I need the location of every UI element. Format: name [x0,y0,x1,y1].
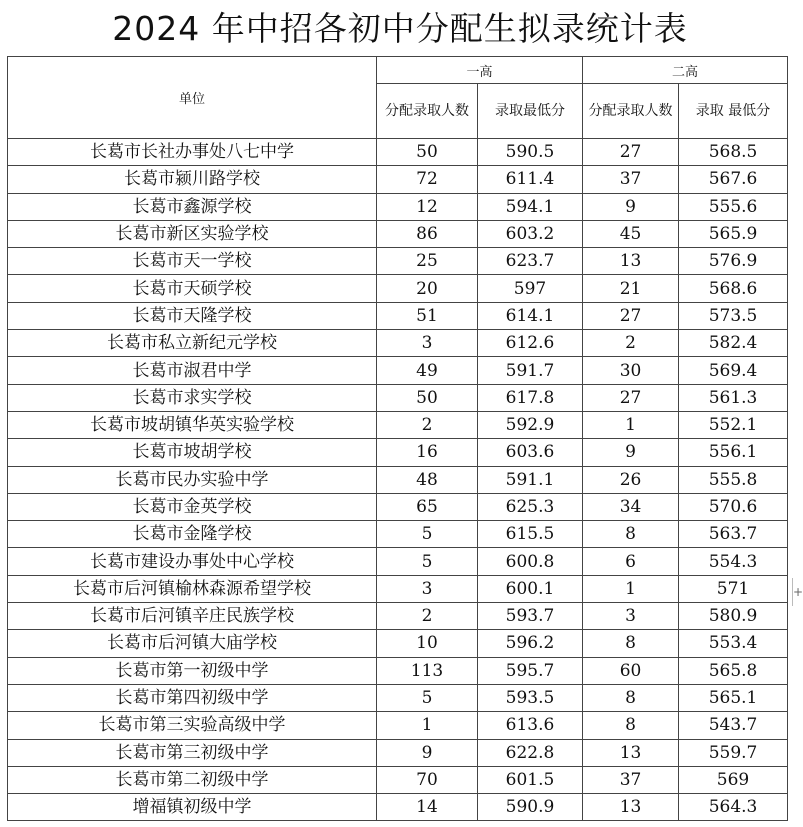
school-name-cell: 长葛市民办实验中学 [8,466,377,493]
ergao-count-cell: 13 [583,794,679,821]
yigao-count-cell: 50 [377,384,478,411]
school-name-cell: 长葛市淑君中学 [8,357,377,384]
ergao-min-score-cell: 563.7 [679,521,788,548]
yigao-count-cell: 12 [377,193,478,220]
table-row [8,493,788,520]
ergao-min-score-cell: 576.9 [679,248,788,275]
ergao-min-score-cell: 573.5 [679,302,788,329]
ergao-min-score-cell: 582.4 [679,330,788,357]
yigao-min-score-cell: 614.1 [478,302,583,329]
yigao-count-cell: 86 [377,220,478,247]
table-row [8,302,788,329]
ergao-min-score-cell: 565.9 [679,220,788,247]
yigao-min-score-cell: 612.6 [478,330,583,357]
school-name-cell: 长葛市建设办事处中心学校 [8,548,377,575]
ergao-count-cell: 26 [583,466,679,493]
ergao-min-score-cell: 568.6 [679,275,788,302]
table-row [8,466,788,493]
school-name-cell: 长葛市第四初级中学 [8,684,377,711]
table-row [8,330,788,357]
ergao-min-score-cell: 569 [679,766,788,793]
table-row [8,193,788,220]
yigao-min-score-cell: 613.6 [478,712,583,739]
school-name-cell: 长葛市颍川路学校 [8,166,377,193]
ergao-count-cell: 27 [583,302,679,329]
table-row [8,275,788,302]
ergao-count-cell: 37 [583,166,679,193]
ergao-count-cell: 21 [583,275,679,302]
ergao-min-score-cell: 570.6 [679,493,788,520]
group-header-1: 一高 [377,57,583,84]
yigao-count-cell: 5 [377,521,478,548]
school-name-cell: 长葛市第一初级中学 [8,657,377,684]
unit-header: 单位 [8,57,377,139]
ergao-min-score-cell: 580.9 [679,603,788,630]
yigao-min-score-cell: 593.7 [478,603,583,630]
ergao-min-score-cell: 567.6 [679,166,788,193]
yigao-count-cell: 5 [377,548,478,575]
ergao-count-cell: 6 [583,548,679,575]
yigao-count-cell: 5 [377,684,478,711]
ergao-count-cell: 27 [583,384,679,411]
ergao-min-score-cell: 568.5 [679,139,788,166]
yigao-count-cell: 70 [377,766,478,793]
ergao-count-cell: 8 [583,521,679,548]
yigao-count-cell: 72 [377,166,478,193]
ergao-min-score-cell: 561.3 [679,384,788,411]
edge-plus-icon[interactable]: + [792,578,800,606]
yigao-count-cell: 50 [377,139,478,166]
yigao-count-cell: 2 [377,603,478,630]
school-name-cell: 长葛市金隆学校 [8,521,377,548]
table-row [8,220,788,247]
yigao-min-score-cell: 600.1 [478,575,583,602]
yigao-min-score-cell: 600.8 [478,548,583,575]
school-name-cell: 长葛市私立新纪元学校 [8,330,377,357]
table-row [8,439,788,466]
table-row [8,575,788,602]
table-row [8,630,788,657]
yigao-min-score-cell: 617.8 [478,384,583,411]
ergao-count-cell: 1 [583,575,679,602]
ergao-min-score-cell: 569.4 [679,357,788,384]
yigao-min-score-cell: 590.9 [478,794,583,821]
table-row [8,384,788,411]
table-row [8,603,788,630]
yigao-min-score-cell: 594.1 [478,193,583,220]
yigao-count-cell: 20 [377,275,478,302]
ergao-min-score-cell: 555.6 [679,193,788,220]
school-name-cell: 长葛市第二初级中学 [8,766,377,793]
yigao-min-score-cell: 603.6 [478,439,583,466]
col-header-min-2: 录取 最低分 [679,84,788,139]
yigao-min-score-cell: 590.5 [478,139,583,166]
table-row [8,712,788,739]
school-name-cell: 长葛市第三初级中学 [8,739,377,766]
yigao-min-score-cell: 611.4 [478,166,583,193]
ergao-min-score-cell: 555.8 [679,466,788,493]
table-row [8,139,788,166]
ergao-min-score-cell: 552.1 [679,411,788,438]
yigao-count-cell: 9 [377,739,478,766]
ergao-count-cell: 60 [583,657,679,684]
school-name-cell: 长葛市后河镇榆林森源希望学校 [8,575,377,602]
yigao-count-cell: 14 [377,794,478,821]
table-row [8,684,788,711]
yigao-min-score-cell: 591.1 [478,466,583,493]
ergao-min-score-cell: 564.3 [679,794,788,821]
ergao-min-score-cell: 543.7 [679,712,788,739]
ergao-count-cell: 8 [583,684,679,711]
school-name-cell: 长葛市坡胡镇华英实验学校 [8,411,377,438]
ergao-count-cell: 34 [583,493,679,520]
ergao-count-cell: 27 [583,139,679,166]
table-row [8,248,788,275]
ergao-count-cell: 8 [583,630,679,657]
yigao-min-score-cell: 592.9 [478,411,583,438]
group-header-2: 二高 [583,57,788,84]
yigao-count-cell: 1 [377,712,478,739]
school-name-cell: 长葛市求实学校 [8,384,377,411]
yigao-min-score-cell: 601.5 [478,766,583,793]
yigao-count-cell: 3 [377,575,478,602]
yigao-count-cell: 16 [377,439,478,466]
yigao-min-score-cell: 596.2 [478,630,583,657]
table-row [8,548,788,575]
yigao-min-score-cell: 595.7 [478,657,583,684]
yigao-count-cell: 49 [377,357,478,384]
school-name-cell: 长葛市第三实验高级中学 [8,712,377,739]
ergao-min-score-cell: 554.3 [679,548,788,575]
yigao-min-score-cell: 603.2 [478,220,583,247]
ergao-min-score-cell: 565.1 [679,684,788,711]
school-name-cell: 长葛市新区实验学校 [8,220,377,247]
school-name-cell: 长葛市长社办事处八七中学 [8,139,377,166]
yigao-count-cell: 2 [377,411,478,438]
yigao-count-cell: 10 [377,630,478,657]
table-row [8,739,788,766]
table-row [8,411,788,438]
ergao-min-score-cell: 565.8 [679,657,788,684]
ergao-count-cell: 1 [583,411,679,438]
table-row [8,357,788,384]
ergao-min-score-cell: 571 [679,575,788,602]
ergao-count-cell: 45 [583,220,679,247]
yigao-count-cell: 51 [377,302,478,329]
school-name-cell: 长葛市天硕学校 [8,275,377,302]
table-row [8,766,788,793]
ergao-count-cell: 13 [583,248,679,275]
school-name-cell: 长葛市坡胡学校 [8,439,377,466]
stats-table [7,56,788,821]
yigao-min-score-cell: 625.3 [478,493,583,520]
yigao-min-score-cell: 623.7 [478,248,583,275]
table-row [8,657,788,684]
table-row [8,794,788,821]
school-name-cell: 长葛市天一学校 [8,248,377,275]
ergao-count-cell: 3 [583,603,679,630]
ergao-count-cell: 13 [583,739,679,766]
ergao-min-score-cell: 556.1 [679,439,788,466]
col-header-count-1: 分配录取人数 [377,84,478,139]
school-name-cell: 长葛市后河镇大庙学校 [8,630,377,657]
ergao-count-cell: 8 [583,712,679,739]
yigao-count-cell: 25 [377,248,478,275]
yigao-min-score-cell: 615.5 [478,521,583,548]
yigao-count-cell: 113 [377,657,478,684]
ergao-count-cell: 9 [583,439,679,466]
table-row [8,521,788,548]
yigao-count-cell: 48 [377,466,478,493]
ergao-count-cell: 2 [583,330,679,357]
table-row [8,166,788,193]
col-header-count-2: 分配录取人数 [583,84,679,139]
ergao-min-score-cell: 553.4 [679,630,788,657]
school-name-cell: 增福镇初级中学 [8,794,377,821]
ergao-count-cell: 37 [583,766,679,793]
yigao-min-score-cell: 622.8 [478,739,583,766]
school-name-cell: 长葛市天隆学校 [8,302,377,329]
col-header-min-1: 录取最低分 [478,84,583,139]
school-name-cell: 长葛市金英学校 [8,493,377,520]
yigao-count-cell: 65 [377,493,478,520]
school-name-cell: 长葛市鑫源学校 [8,193,377,220]
ergao-count-cell: 30 [583,357,679,384]
school-name-cell: 长葛市后河镇辛庄民族学校 [8,603,377,630]
yigao-min-score-cell: 591.7 [478,357,583,384]
yigao-min-score-cell: 597 [478,275,583,302]
ergao-count-cell: 9 [583,193,679,220]
yigao-min-score-cell: 593.5 [478,684,583,711]
yigao-count-cell: 3 [377,330,478,357]
page-title: 2024 年中招各初中分配生拟录统计表 [112,9,688,48]
ergao-min-score-cell: 559.7 [679,739,788,766]
